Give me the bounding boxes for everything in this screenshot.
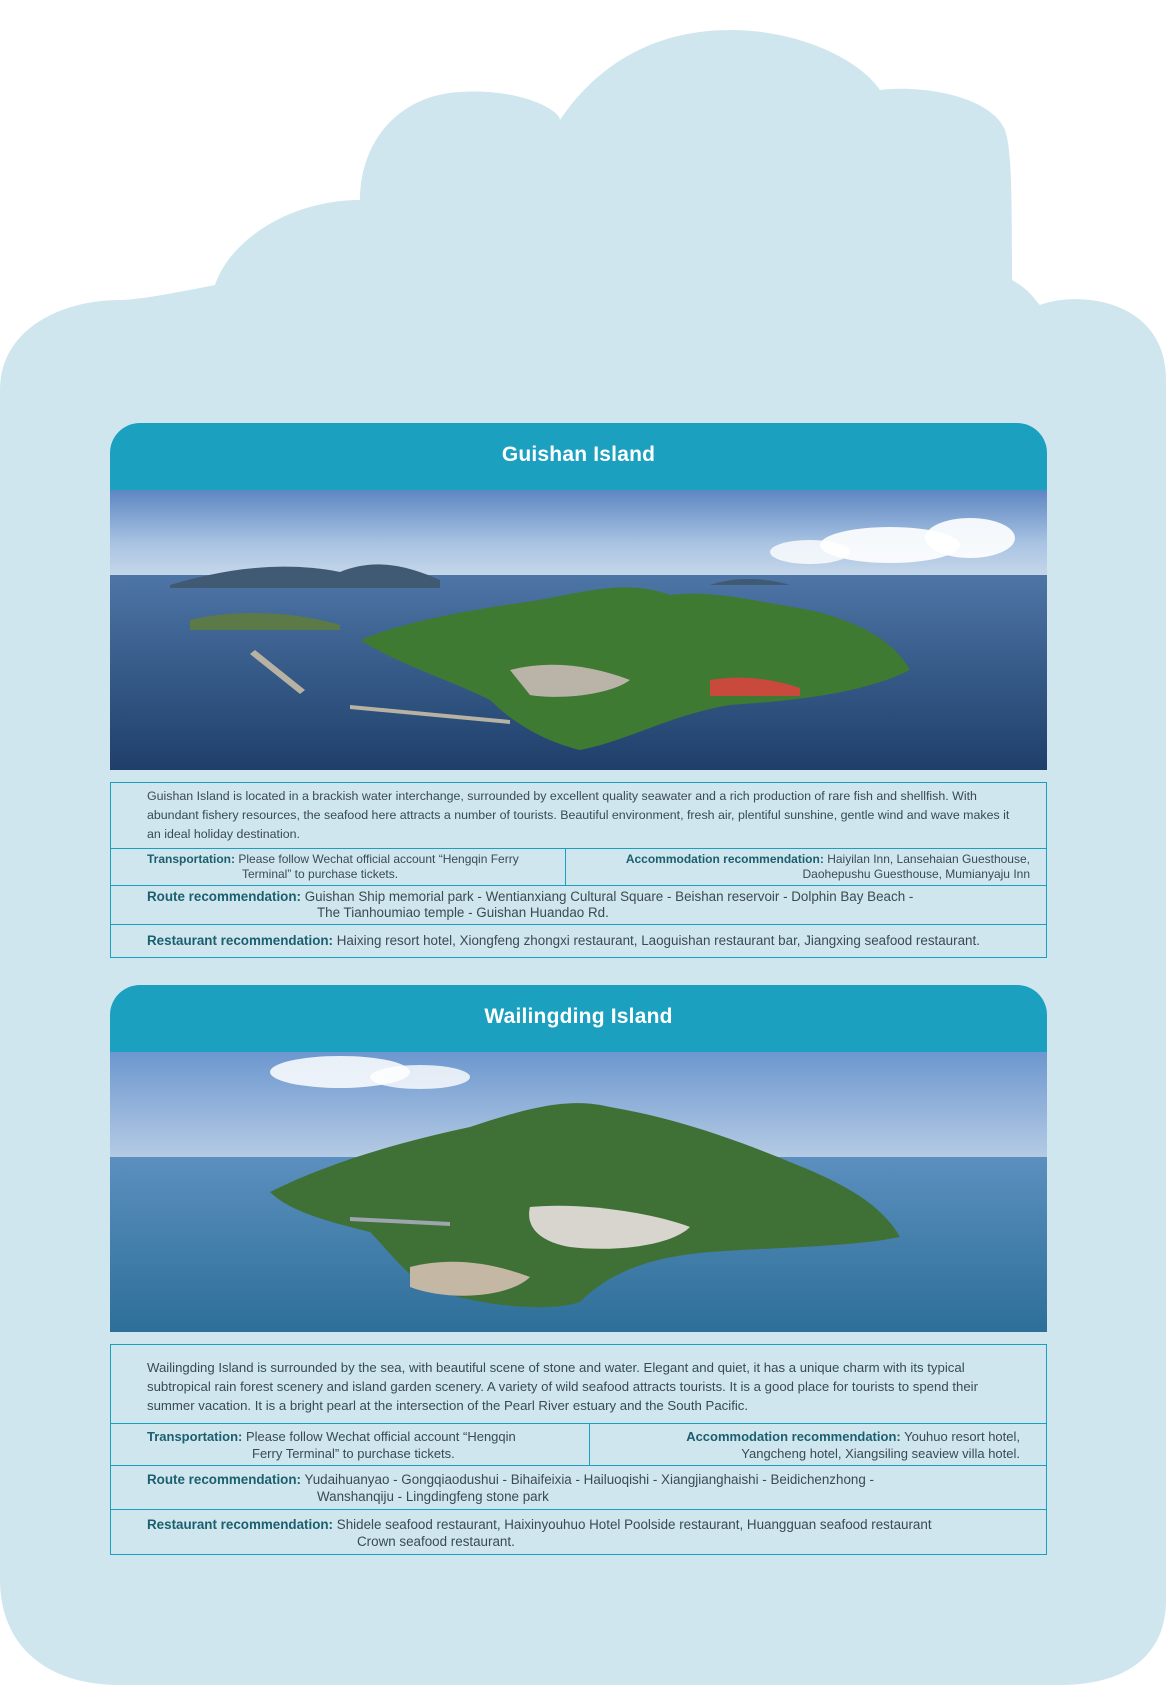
transportation-cell bbox=[111, 849, 566, 885]
info-table bbox=[110, 782, 1047, 958]
restaurant-label: Restaurant recommendation: bbox=[147, 933, 334, 948]
restaurant-label: Restaurant recommendation: bbox=[147, 1517, 334, 1532]
accommodation-label: Accommodation recommendation: bbox=[686, 1429, 901, 1444]
transportation-label: Transportation: bbox=[147, 852, 236, 866]
island-photo-guishan bbox=[110, 490, 1047, 770]
island-card-wailingding bbox=[110, 985, 1047, 1555]
transportation-text-2: Terminal” to purchase tickets. bbox=[242, 867, 399, 881]
accommodation-cell bbox=[590, 1424, 1046, 1465]
transportation-text: Please follow Wechat official account “Hengqin bbox=[245, 1429, 516, 1444]
route-label: Route recommendation: bbox=[147, 1472, 302, 1487]
card-title: Guishan Island bbox=[110, 423, 1047, 490]
route-text: Guishan Ship memorial park - Wentianxiang Cultural Square - Beishan reservoir - Dolphin Bay Beach - bbox=[304, 889, 914, 904]
restaurant-row bbox=[111, 925, 1046, 957]
info-table bbox=[110, 1344, 1047, 1555]
island-card-guishan bbox=[110, 423, 1047, 958]
transportation-text: Please follow Wechat official account “Hengqin Ferry bbox=[238, 852, 519, 866]
route-row bbox=[111, 886, 1046, 925]
restaurant-text: Shidele seafood restaurant, Haixinyouhuo Hotel Poolside restaurant, Huangguan seafood restaurant bbox=[336, 1517, 932, 1532]
accommodation-text-2: Yangcheng hotel, Xiangsiling seaview villa hotel. bbox=[741, 1446, 1020, 1461]
route-text: Yudaihuanyao - Gongqiaodushui - Bihaifeixia - Hailuoqishi - Xiangjianghaishi - Beidichenzhong - bbox=[304, 1472, 874, 1487]
restaurant-text: Haixing resort hotel, Xiongfeng zhongxi restaurant, Laoguishan restaurant bar, Jiangxing seafood restaurant. bbox=[336, 933, 980, 948]
island-description: Guishan Island is located in a brackish water interchange, surrounded by excellent quality seawater and a rich production of rare fish and shellfish. With abundant fishery resources, the seafood here attracts a number of tourists. Beautiful environment, fresh air, plentiful sunshine, gentle wind and wave makes it an ideal holiday destination. bbox=[111, 783, 1046, 849]
accommodation-text-2: Daohepushu Guesthouse, Mumianyaju Inn bbox=[802, 867, 1030, 881]
accommodation-label: Accommodation recommendation: bbox=[625, 852, 824, 866]
transportation-text-2: Ferry Terminal” to purchase tickets. bbox=[252, 1446, 455, 1461]
transportation-label: Transportation: bbox=[147, 1429, 243, 1444]
route-row bbox=[111, 1466, 1046, 1510]
transport-accommodation-row bbox=[111, 849, 1046, 886]
accommodation-cell bbox=[566, 849, 1046, 885]
accommodation-text: Youhuo resort hotel, bbox=[904, 1429, 1020, 1444]
route-text-2: The Tianhoumiao temple - Guishan Huandao Rd. bbox=[317, 905, 609, 920]
restaurant-text-2: Crown seafood restaurant. bbox=[357, 1534, 515, 1549]
transportation-cell bbox=[111, 1424, 590, 1465]
island-photo-wailingding bbox=[110, 1052, 1047, 1332]
card-title: Wailingding Island bbox=[110, 985, 1047, 1052]
accommodation-text: Haiyilan Inn, Lansehaian Guesthouse, bbox=[827, 852, 1030, 866]
route-text-2: Wanshanqiju - Lingdingfeng stone park bbox=[317, 1489, 549, 1504]
restaurant-row bbox=[111, 1510, 1046, 1554]
route-label: Route recommendation: bbox=[147, 889, 302, 904]
island-description: Wailingding Island is surrounded by the sea, with beautiful scene of stone and water. Elegant and quiet, it has a unique charm with its typical subtropical rain forest scenery and island garden scenery. A variety of wild seafood attracts tourists. It is a good place for tourists to spend their summer vacation. It is a bright pearl at the intersection of the Pearl River estuary and the South Pacific. bbox=[111, 1345, 1046, 1424]
transport-accommodation-row bbox=[111, 1424, 1046, 1466]
